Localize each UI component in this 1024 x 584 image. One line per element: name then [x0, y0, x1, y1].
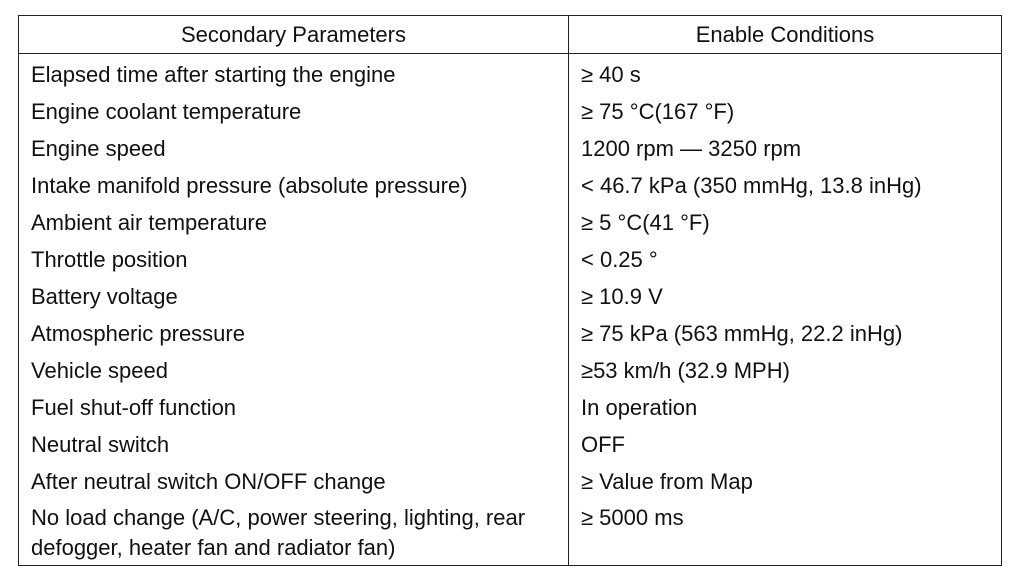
param-cell: Elapsed time after starting the engine [19, 54, 569, 94]
condition-cell: ≥ 40 s [569, 54, 1002, 94]
param-cell: No load change (A/C, power steering, lighting, rear defogger, heater fan and radiator fan) [19, 500, 569, 566]
header-secondary-parameters: Secondary Parameters [19, 16, 569, 54]
condition-cell: 1200 rpm — 3250 rpm [569, 130, 1002, 167]
condition-cell: ≥ 5000 ms [569, 500, 1002, 566]
condition-cell: ≥ 75 °C(167 °F) [569, 93, 1002, 130]
table-row [19, 389, 1002, 426]
table-row [19, 500, 1002, 566]
condition-cell: OFF [569, 426, 1002, 463]
header-enable-conditions: Enable Conditions [569, 16, 1002, 54]
param-cell: Throttle position [19, 241, 569, 278]
table-body [19, 54, 1002, 566]
table-row [19, 167, 1002, 204]
table-row [19, 463, 1002, 500]
condition-cell: ≥53 km/h (32.9 MPH) [569, 352, 1002, 389]
condition-cell: < 0.25 ° [569, 241, 1002, 278]
condition-cell: < 46.7 kPa (350 mmHg, 13.8 inHg) [569, 167, 1002, 204]
condition-cell: ≥ 5 °C(41 °F) [569, 204, 1002, 241]
table-row [19, 54, 1002, 94]
enable-conditions-table [18, 15, 1002, 566]
param-cell: Ambient air temperature [19, 204, 569, 241]
param-cell: Battery voltage [19, 278, 569, 315]
enable-conditions-table-container [18, 15, 1001, 566]
param-cell: Engine coolant temperature [19, 93, 569, 130]
table-header [19, 16, 1002, 54]
param-cell: After neutral switch ON/OFF change [19, 463, 569, 500]
param-cell: Neutral switch [19, 426, 569, 463]
table-row [19, 93, 1002, 130]
condition-cell: In operation [569, 389, 1002, 426]
param-cell: Fuel shut-off function [19, 389, 569, 426]
param-cell: Atmospheric pressure [19, 315, 569, 352]
condition-cell: ≥ 75 kPa (563 mmHg, 22.2 inHg) [569, 315, 1002, 352]
table-row [19, 426, 1002, 463]
table-row [19, 315, 1002, 352]
table-row [19, 204, 1002, 241]
condition-cell: ≥ Value from Map [569, 463, 1002, 500]
table-row [19, 241, 1002, 278]
table-row [19, 130, 1002, 167]
param-cell: Engine speed [19, 130, 569, 167]
param-cell: Intake manifold pressure (absolute pressure) [19, 167, 569, 204]
table-row [19, 352, 1002, 389]
condition-cell: ≥ 10.9 V [569, 278, 1002, 315]
header-row [19, 16, 1002, 54]
table-row [19, 278, 1002, 315]
param-cell: Vehicle speed [19, 352, 569, 389]
